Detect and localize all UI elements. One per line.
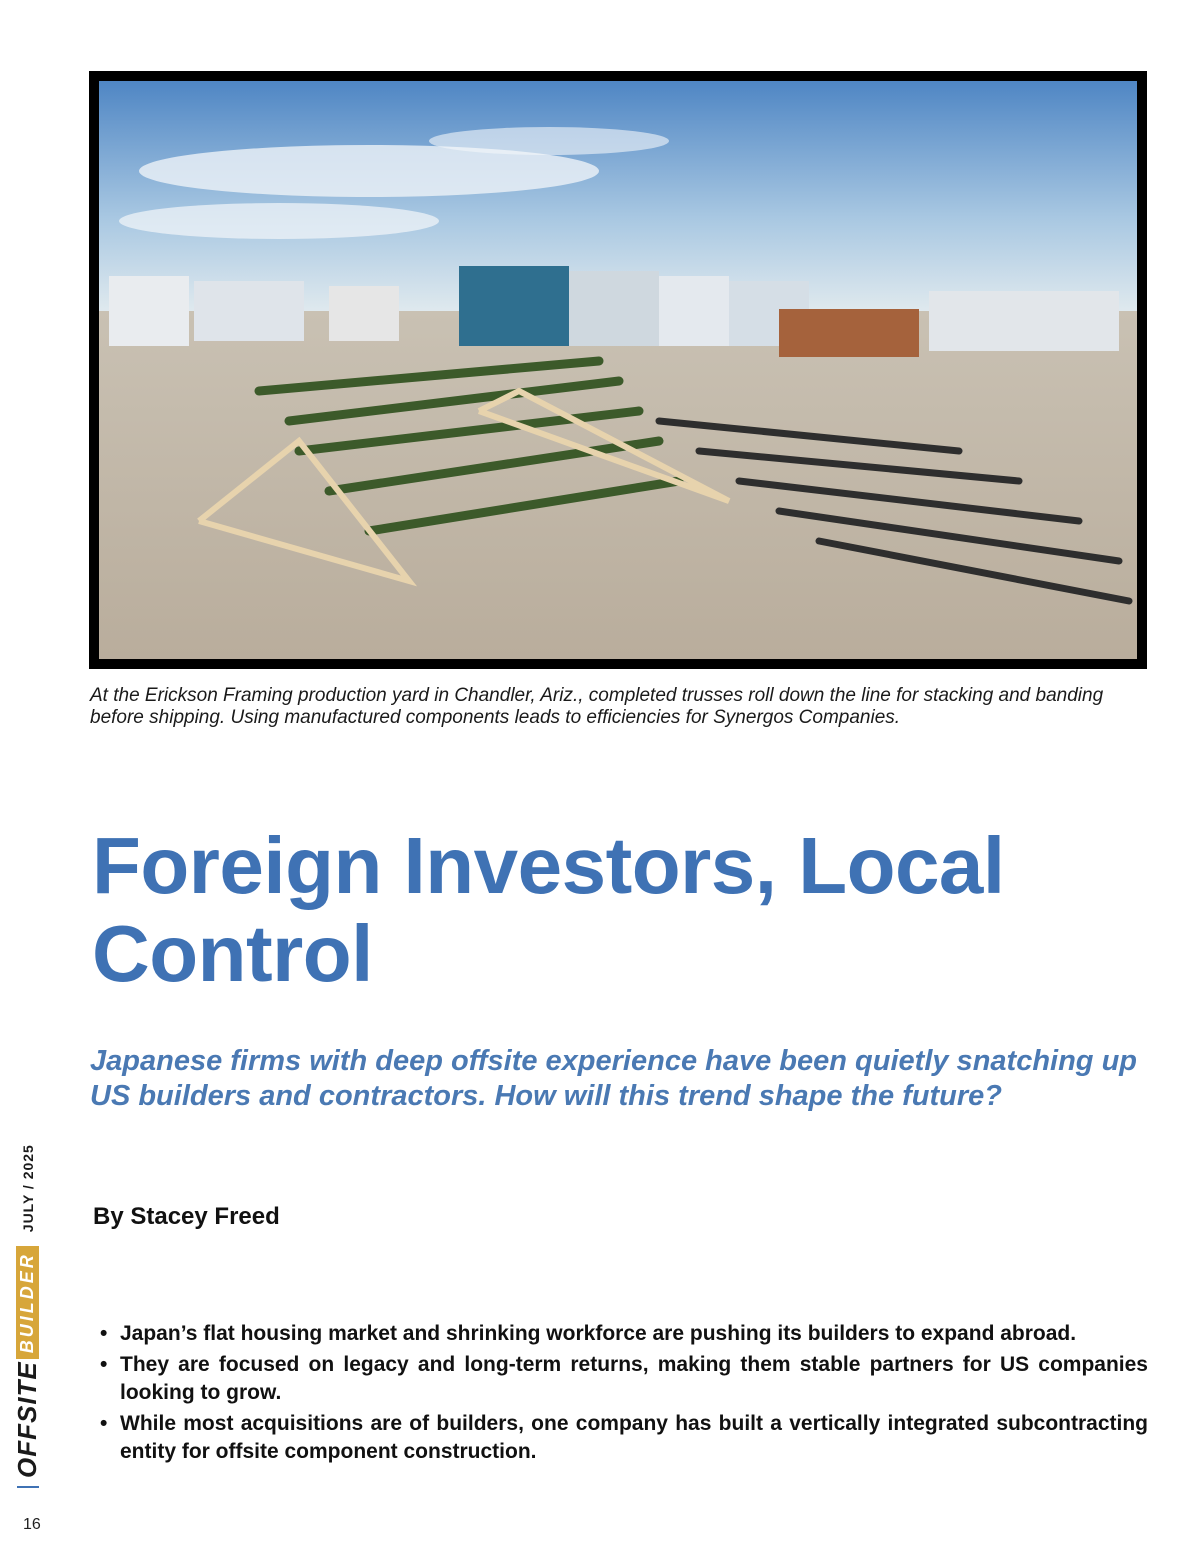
list-item	[100, 1410, 1148, 1466]
issue-date: JULY / 2025	[19, 1144, 36, 1233]
list-item-text: While most acquisitions are of builders, one company has built a vertically integrated subcontracting entity for offsite component construction.	[120, 1412, 1148, 1463]
list-item	[100, 1351, 1148, 1407]
brand-logo-secondary: BUILDER	[16, 1246, 39, 1359]
brand-logo-main: OFFSITE	[12, 1361, 42, 1478]
list-item	[100, 1320, 1148, 1348]
photo-caption: At the Erickson Framing production yard in Chandler, Ariz., completed trusses roll down the line for stacking and banding before shipping. Using manufactured components leads to efficiencies for Synergos Companies.	[90, 685, 1104, 728]
list-item-text: They are focused on legacy and long-term returns, making them stable partners for US companies looking to grow.	[120, 1353, 1148, 1404]
key-points-list	[100, 1320, 1148, 1469]
bullet-icon: •	[100, 1322, 108, 1345]
byline: By Stacey Freed	[93, 1203, 280, 1230]
article-subtitle: Japanese firms with deep offsite experience have been quietly snatching up US builders and contractors. How will this trend shape the future?	[90, 1045, 1138, 1112]
hero-photo	[89, 71, 1147, 669]
article-title: Foreign Investors, Local Control	[92, 821, 1005, 998]
spine-accent-bar	[17, 1486, 39, 1488]
bullet-icon: •	[100, 1353, 108, 1376]
truss-production-yard-photo	[99, 81, 1137, 659]
bullet-icon: •	[100, 1412, 108, 1435]
list-item-text: Japan’s flat housing market and shrinking workforce are pushing its builders to expand abroad.	[120, 1322, 1077, 1345]
page-number: 16	[23, 1516, 41, 1533]
